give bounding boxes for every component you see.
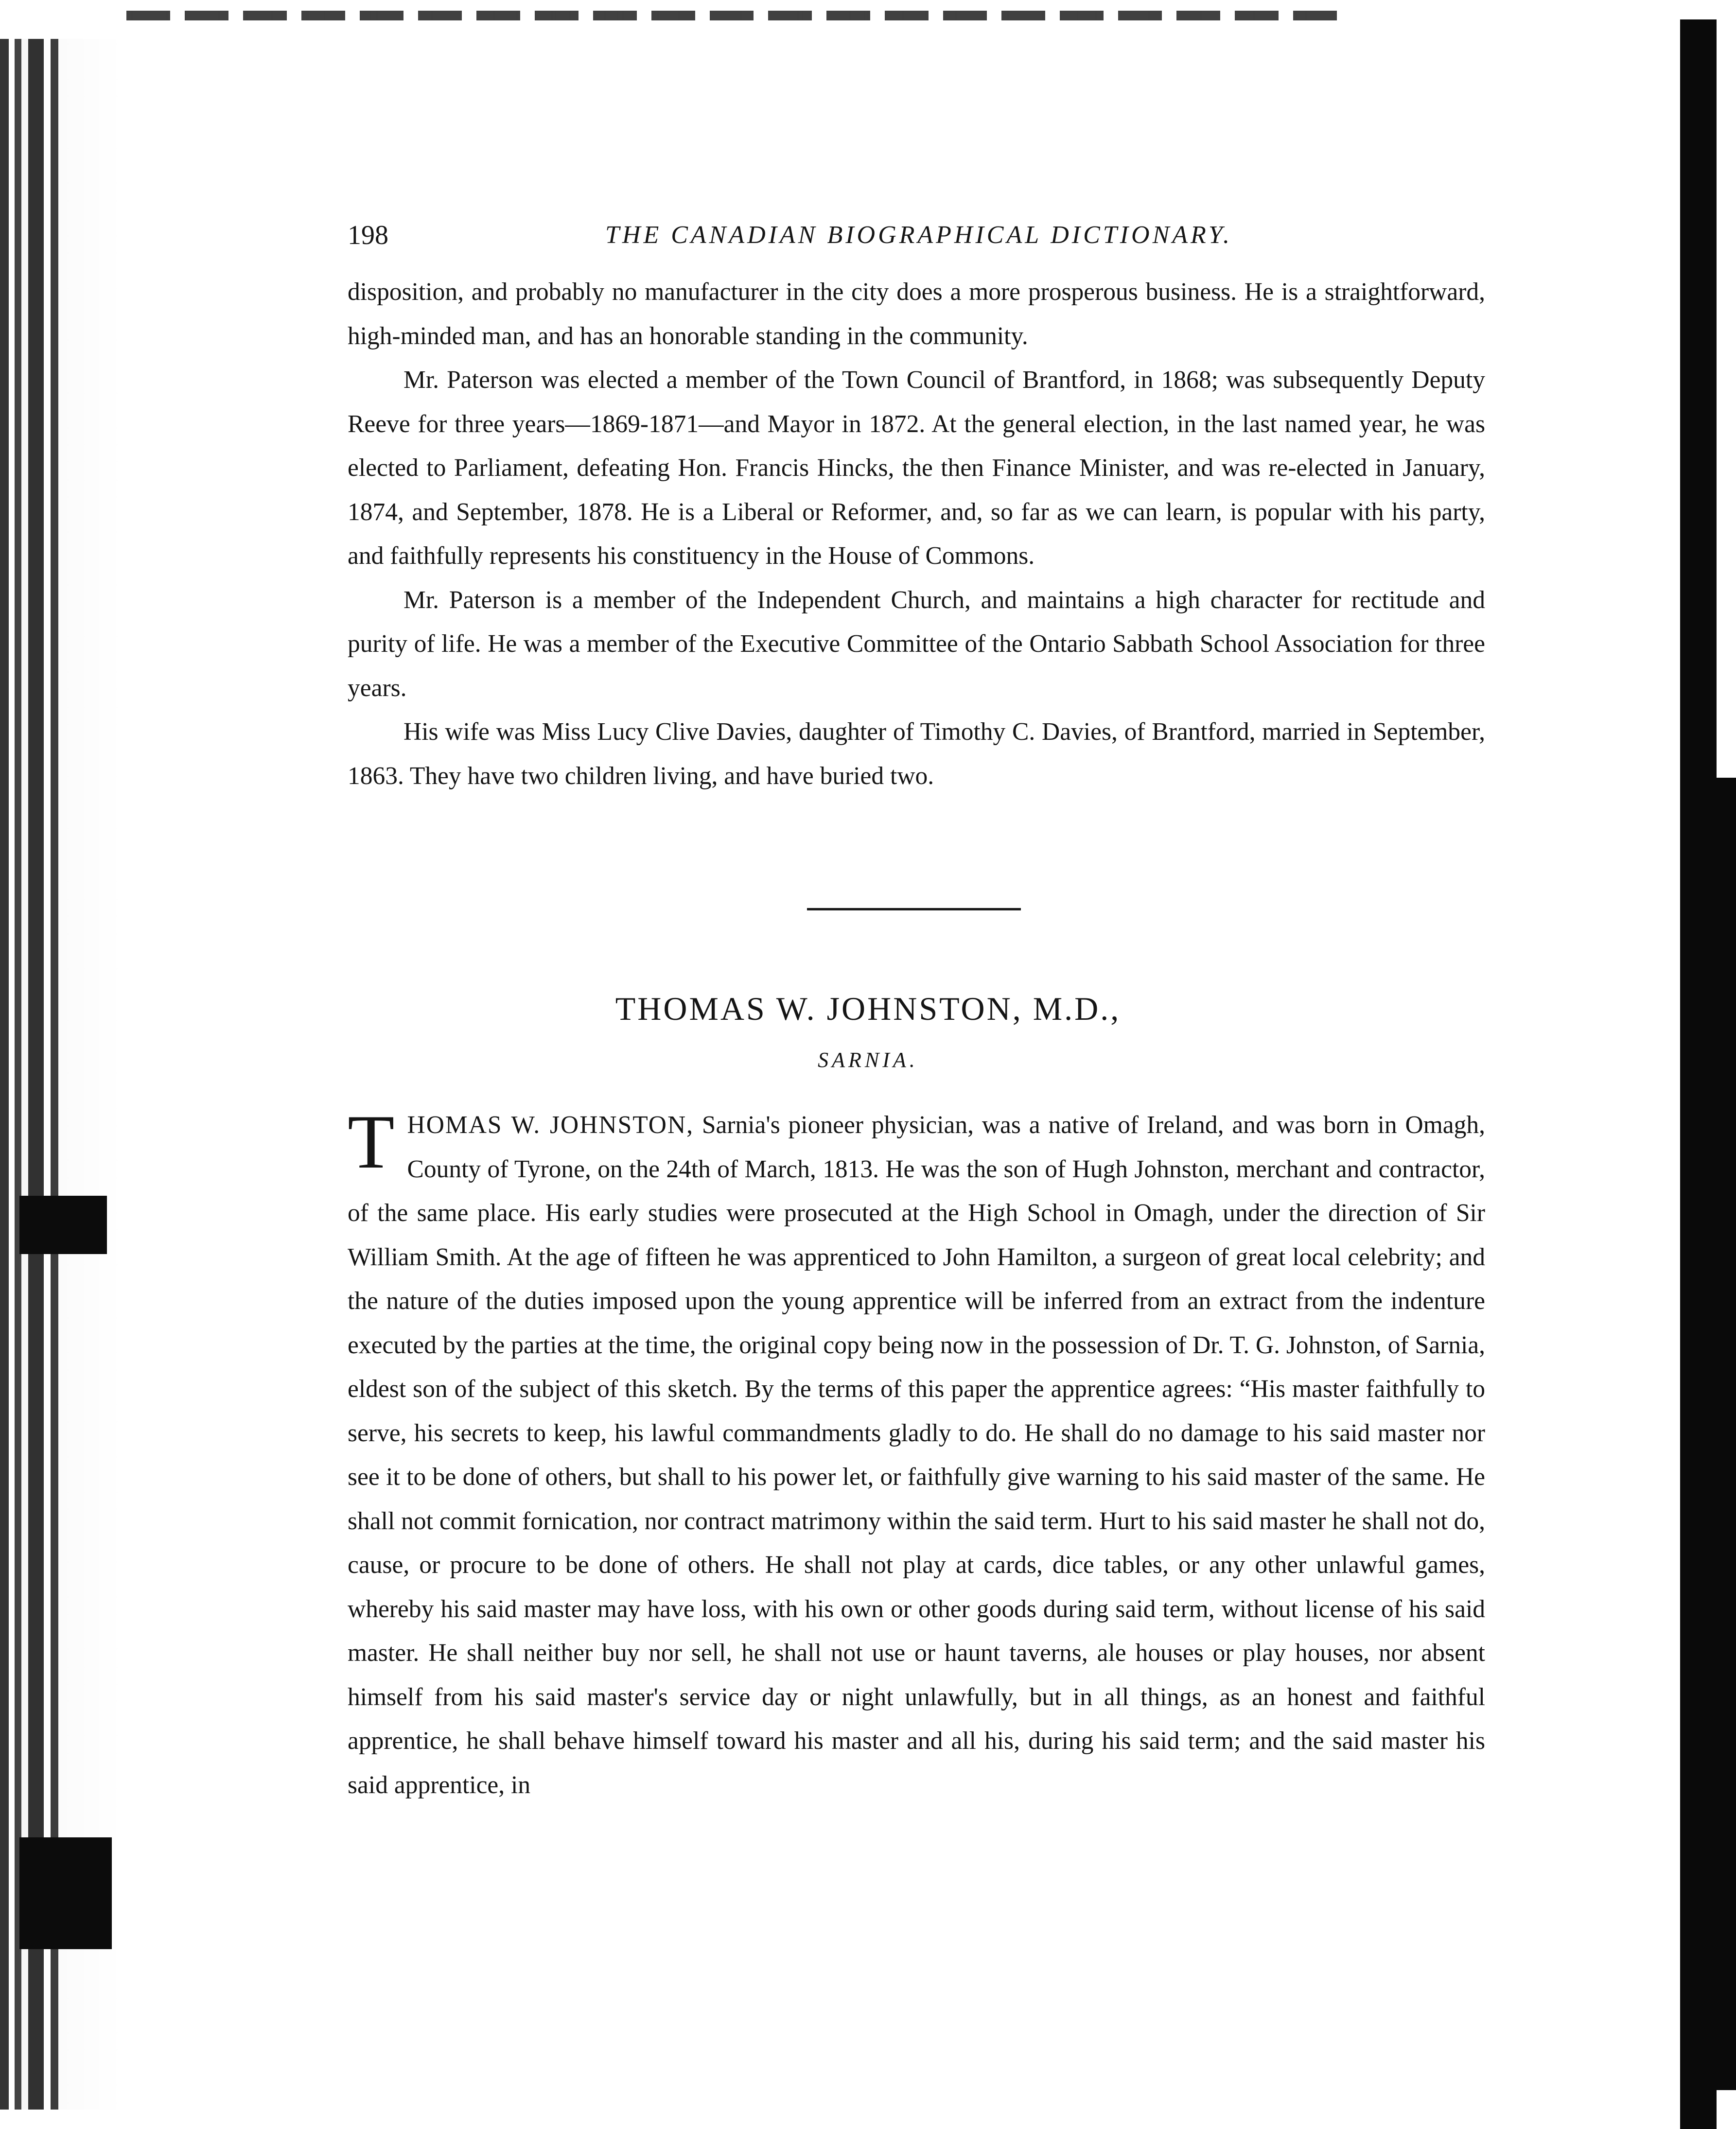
running-head: [348, 220, 1354, 259]
section-divider: [807, 908, 1021, 910]
paragraph: disposition, and probably no manufacturer in the city does a more prosperous business. He is a straightforward, high-minded man, and has an honorable standing in the community.: [348, 278, 1485, 350]
scan-margin-block: [19, 1837, 112, 1949]
paragraph: Mr. Paterson is a member of the Independent Church, and maintains a high character for rectitude and purity of life. He was a member of the Executive Committee of the Ontario Sabbath School Association for three years.: [348, 586, 1485, 702]
opening-caps: HOMAS W. JOHNSTON,: [407, 1111, 694, 1139]
page-number: 198: [348, 220, 388, 250]
paragraph-text: Sarnia's pioneer physician, was a native of Ireland, and was born in Omagh, County of Tyrone, on the 24th of March, 1813. He was the son of Hugh Johnston, merchant and contractor, of the same place. His early studies were prosecuted at the High School in Omagh, under the direction of Sir William Smith. At the age of fifteen he was apprenticed to John Hamilton, a surgeon of great local celebrity; and the nature of the duties imposed upon the young apprentice will be inferred from an extract from the indenture executed by the parties at the time, the original copy being now in the possession of Dr. T. G. Johnston, of Sarnia, eldest son of the subject of this sketch. By the terms of this paper the apprentice agrees: “His master faithfully to serve, his secrets to keep, his lawful commandments gladly to do. He shall do no damage to his said master nor see it to be done of others, but shall to his power let, or faithfully give warning to his said master of the same. He shall not commit fornication, nor contract matrimony within the said term. Hurt to his said master he shall not do, cause, or procure to be done of others. He shall not play at cards, dice tables, or any other unlawful games, whereby his said master may have loss, with his own or other goods during said term, without license of his said master. He shall neither buy nor sell, he shall not use or haunt taverns, ale houses or play houses, nor absent himself from his said master's service day or night unlawfully, but in all things, as an honest and faithful apprentice, he shall behave himself toward his master and all his, during his said term; and the said master his said apprentice, in: [348, 1111, 1485, 1799]
scan-edge-top: [126, 11, 1342, 20]
previous-sketch-text: [348, 270, 1485, 798]
scan-margin-block: [19, 1196, 107, 1254]
sketch-place: SARNIA.: [818, 1048, 918, 1072]
sketch-text: [348, 1099, 1485, 1807]
scan-edge-right-shadow: [1717, 778, 1736, 2090]
drop-cap: T: [348, 1099, 395, 1185]
paragraph: Mr. Paterson was elected a member of the Town Council of Brantford, in 1868; was subsequently Deputy Reeve for three years—1869-1871—and Mayor in 1872. At the general election, in the last named year, he was elected to Parliament, defeating Hon. Francis Hincks, the then Finance Minister, and was re-elected in January, 1874, and September, 1878. He is a Liberal or Reformer, and, so far as we can learn, is popular with his party, and faithfully represents his constituency in the House of Commons.: [348, 366, 1485, 570]
scan-edge-right-bar: [1680, 19, 1717, 2129]
paragraph: His wife was Miss Lucy Clive Davies, daughter of Timothy C. Davies, of Brantford, married in September, 1863. They have two children living, and have buried two.: [348, 718, 1485, 790]
sketch-title: THOMAS W. JOHNSTON, M.D.,: [615, 990, 1121, 1027]
paragraph: [348, 1099, 1485, 1807]
running-title: THE CANADIAN BIOGRAPHICAL DICTIONARY.: [605, 221, 1232, 249]
scan-binding-fade: [58, 39, 126, 2110]
